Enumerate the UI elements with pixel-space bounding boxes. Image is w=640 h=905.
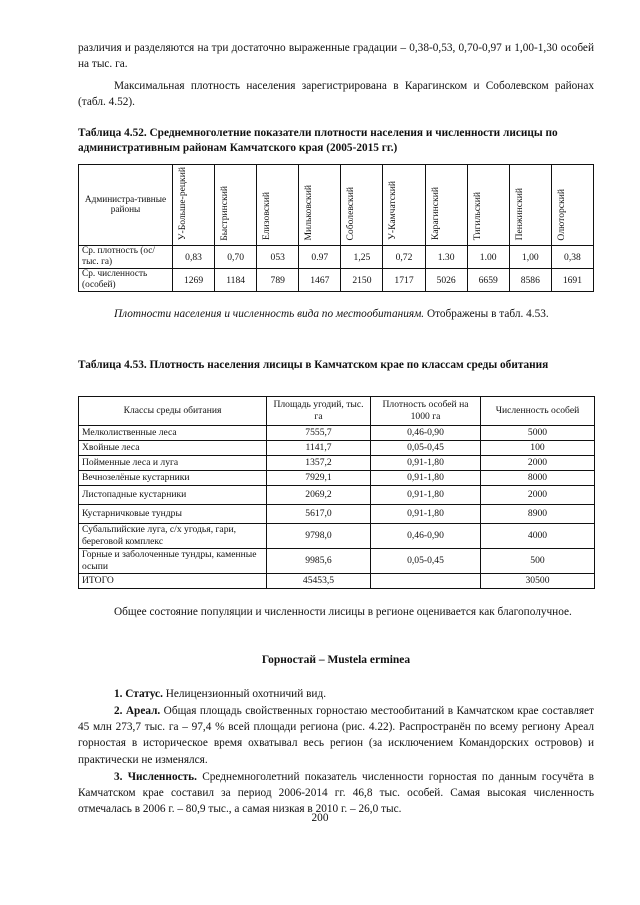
table-cell: 0,72 (383, 246, 425, 269)
table-cell: 9798,0 (267, 524, 371, 549)
district-header: Пенжинский (513, 187, 525, 241)
column-header: Численность особей (481, 397, 595, 426)
population-text: Среднемноголетний показатель численности горностая по данным госучёта в Камчатском крае составил за период 2006-2014 гг. 46,8 тыс. особей. Самая высокая численность отмечалась в 2006 г. – 80,9 тыс., а самая низкая в 2010 г. – 26,0 тыс. (78, 771, 594, 816)
table-cell: 9985,6 (267, 549, 371, 574)
table-cell: 1.30 (425, 246, 467, 269)
table-cell: 0,05-0,45 (371, 441, 481, 456)
table-cell: 0,91-1,80 (371, 456, 481, 471)
table-cell: 1,00 (509, 246, 551, 269)
row-label: Ср. плотность (ос/тыс. га) (79, 246, 173, 269)
range-paragraph (78, 703, 594, 768)
table-cell: 1269 (173, 269, 215, 292)
status-paragraph (78, 686, 594, 702)
table-cell: Мелколиственные леса (79, 426, 267, 441)
table-cell: Листопадные кустарники (79, 486, 267, 505)
column-header: Площадь угодий, тыс. га (267, 397, 371, 426)
habitat-intro-italic: Плотности населения и численность вида по местообитаниям. (114, 308, 425, 320)
section-title: Горностай – Mustela erminea (261, 654, 411, 666)
table-cell: 8586 (509, 269, 551, 292)
table-cell: 45453,5 (267, 574, 371, 589)
district-table-corner: Администра-тивные районы (79, 165, 173, 246)
table-cell: 0,46-0,90 (371, 426, 481, 441)
status-text: Нелицензионный охотничий вид. (162, 688, 327, 700)
district-header: Мильковский (303, 184, 315, 241)
table-cell: 30500 (481, 574, 595, 589)
district-header: Тигильский (471, 192, 483, 241)
table-row (79, 524, 595, 549)
habitat-table (78, 396, 595, 589)
district-header: Олюторский (555, 188, 567, 241)
table-cell: 1467 (299, 269, 341, 292)
table-cell: 789 (257, 269, 299, 292)
district-table (78, 164, 594, 292)
table-cell: 053 (257, 246, 299, 269)
table-cell: 1,25 (341, 246, 383, 269)
table-cell: 2000 (481, 456, 595, 471)
table-row (79, 441, 595, 456)
table-cell: 1141,7 (267, 441, 371, 456)
table-row (79, 486, 595, 505)
table-cell: 100 (481, 441, 595, 456)
table-cell: 4000 (481, 524, 595, 549)
table-cell: Пойменные леса и луга (79, 456, 267, 471)
table-cell: Кустарничковые тундры (79, 505, 267, 524)
table-cell: 0,91-1,80 (371, 486, 481, 505)
district-header: Соболевский (345, 186, 357, 241)
table-cell: Вечнозелёные кустарники (79, 471, 267, 486)
table-cell: 0,38 (551, 246, 593, 269)
table-row (79, 471, 595, 486)
table-row (79, 269, 594, 292)
table-row (79, 456, 595, 471)
table-cell: 6659 (467, 269, 509, 292)
table-row (79, 549, 595, 574)
table-cell: 8900 (481, 505, 595, 524)
table-cell: 0,70 (215, 246, 257, 269)
table-cell: Хвойные леса (79, 441, 267, 456)
conclusion-paragraph: Общее состояние популяции и численности лисицы в регионе оценивается как благополучное. (114, 606, 572, 618)
intro-paragraph-1: различия и разделяются на три достаточно выраженные градации – 0,38-0,53, 0,70-0,97 и 1,00-1,30 особей на тыс. га. (78, 42, 594, 71)
table-row (79, 246, 594, 269)
table-cell: 1717 (383, 269, 425, 292)
table-cell: 0,05-0,45 (371, 549, 481, 574)
intro-paragraph-2: Максимальная плотность населения зарегистрирована в Карагинском и Соболевском районах (табл. 4.52). (78, 80, 594, 109)
habitat-intro-paragraph (78, 306, 594, 322)
district-header: У-Больше-рецкий (177, 167, 188, 241)
table2-caption: Таблица 4.53. Плотность населения лисицы в Камчатском крае по классам среды обитания (78, 359, 549, 371)
table-cell: 2000 (481, 486, 595, 505)
range-heading: 2. Ареал. (114, 705, 161, 717)
range-text: Общая площадь свойственных горностаю местообитаний в Камчатском крае составляет 45 млн 273,7 тыс. га – 97,4 % всей площади региона (рис. 4.22). Распространён по всему региону Ареал горностая в историческое время охватывал весь регион (за исключением Командорских островов) и практически не изменялся. (78, 705, 594, 766)
table-cell: 1691 (551, 269, 593, 292)
table-row (79, 505, 595, 524)
row-label: Ср. численность (особей) (79, 269, 173, 292)
habitat-intro-text: Отображены в табл. 4.53. (424, 308, 549, 320)
table-cell: 0,91-1,80 (371, 471, 481, 486)
table-cell: Субальпийские луга, с/х угодья, гари, береговой комплекс (79, 524, 267, 549)
table-row (79, 426, 595, 441)
table-cell (371, 574, 481, 589)
status-heading: 1. Статус. (114, 688, 163, 700)
table1-caption: Таблица 4.52. Среднемноголетние показатели плотности населения и численности лисицы по административным районам Камчатского края (2005-2015 гг.) (78, 127, 558, 154)
column-header: Классы среды обитания (79, 397, 267, 426)
population-paragraph (78, 769, 594, 818)
district-header: Быстринский (219, 185, 231, 241)
table-cell: 1184 (215, 269, 257, 292)
table-cell: 7555,7 (267, 426, 371, 441)
population-heading: 3. Численность. (114, 771, 197, 783)
table-cell: 1.00 (467, 246, 509, 269)
district-header: Карагинский (429, 187, 441, 241)
table-cell: 0,91-1,80 (371, 505, 481, 524)
district-header: У-Камчатский (387, 181, 399, 241)
page-number: 200 (311, 812, 329, 824)
table-cell: 1357,2 (267, 456, 371, 471)
table-cell: 5000 (481, 426, 595, 441)
table-total-row (79, 574, 595, 589)
column-header: Плотность особей на 1000 га (371, 397, 481, 426)
table-cell: 0.97 (299, 246, 341, 269)
table-cell: 500 (481, 549, 595, 574)
table-cell: 5026 (425, 269, 467, 292)
district-header: Елизовский (261, 192, 273, 241)
table-cell: 2150 (341, 269, 383, 292)
table-cell: 7929,1 (267, 471, 371, 486)
table-header-row (79, 397, 595, 426)
table-cell: 8000 (481, 471, 595, 486)
table-cell: 0,83 (173, 246, 215, 269)
table-cell: Горные и заболоченные тундры, каменные осыпи (79, 549, 267, 574)
table-cell: 2069,2 (267, 486, 371, 505)
table-cell: 0,46-0,90 (371, 524, 481, 549)
table-cell: 5617,0 (267, 505, 371, 524)
table-cell: ИТОГО (79, 574, 267, 589)
